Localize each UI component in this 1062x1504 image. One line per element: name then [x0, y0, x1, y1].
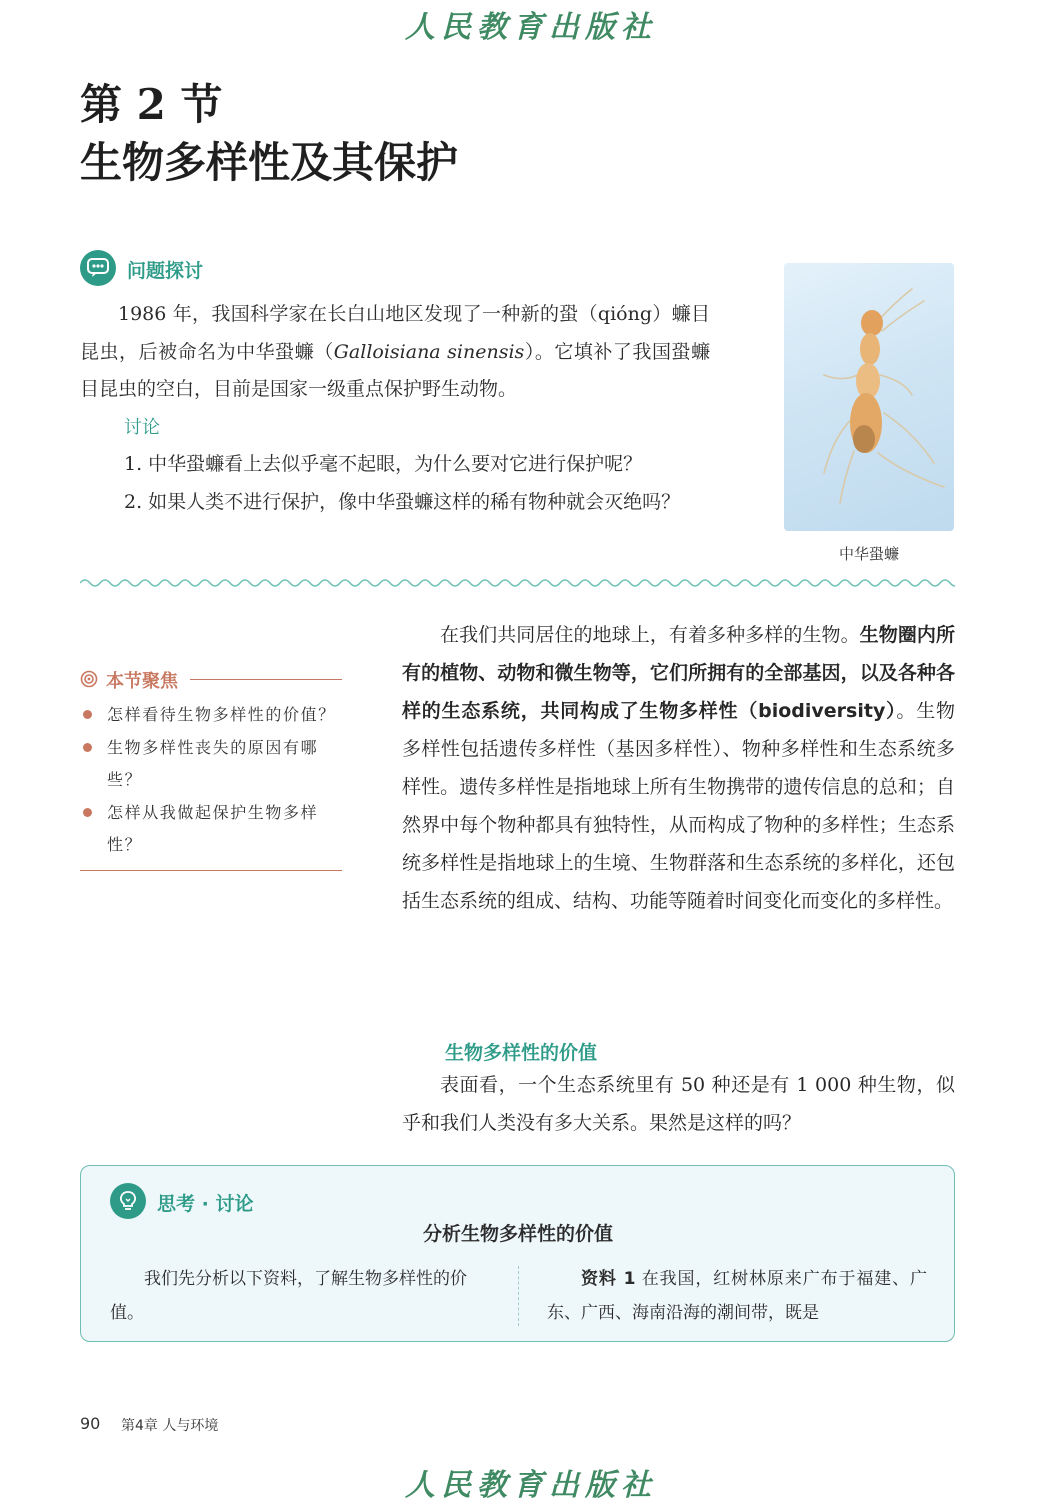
discussion-label: 讨论 — [124, 416, 160, 438]
section-title: 生物多样性及其保护 — [80, 138, 459, 187]
lightbulb-icon — [110, 1183, 146, 1219]
target-icon — [80, 670, 98, 688]
discussion-item-1: 1. 中华蛩蠊看上去似乎毫不起眼，为什么要对它进行保护呢？ — [124, 453, 643, 475]
publisher-watermark-bottom: 人民教育出版社 — [405, 1468, 657, 1503]
dashed-divider — [518, 1266, 519, 1326]
chapter-label: 第4章 人与环境 — [121, 1418, 219, 1434]
photo-caption: 中华蛩蠊 — [838, 545, 899, 563]
think-label: 思考 · 讨论 — [157, 1193, 254, 1215]
focus-label: 本节聚焦 — [106, 671, 178, 692]
page-number: 90 — [80, 1414, 101, 1433]
question-text — [80, 296, 710, 521]
publisher-watermark-top: 人民教育出版社 — [405, 10, 657, 45]
focus-item: 怎样看待生物多样性的价值？ — [80, 699, 342, 732]
focus-item: 怎样从我做起保护生物多样性？ — [80, 797, 342, 862]
question-label: 问题探讨 — [127, 260, 204, 282]
bullet-dot-icon — [83, 743, 92, 752]
material-label: 资料 1 — [581, 1269, 636, 1289]
body-paragraph: 在我们共同居住的地球上，有着多种多样的生物。生物圈内所有的植物、动物和微生物等，它们所拥有的全部基因，以及各种各样的生态系统，共同构成了生物多样性（biodiversity）。生物多样性包括遗传多样性（基因多样性）、物种多样性和生态系统多样性。遗传多样性是指地球上所有生物携带的遗传信息的总和；自然界中每个物种都具有独特性，从而构成了物种的多样性；生态系统多样性是指地球上的生境、生物群落和生态系统的多样化，还包括生态系统的组成、结构、功能等随着时间变化而变化的多样性。 — [402, 624, 955, 912]
insect-photo — [784, 263, 954, 531]
value-heading: 生物多样性的价值 — [445, 1042, 598, 1064]
focus-top-rule — [190, 679, 342, 680]
material-1: 资料 1 在我国，红树林原来广布于福建、广东、广西、海南沿海的潮间带，既是 — [547, 1269, 928, 1323]
focus-item: 生物多样性丧失的原因有哪些？ — [80, 732, 342, 797]
section-number: 第 2 节 — [80, 80, 223, 129]
focus-list — [80, 699, 342, 862]
bullet-dot-icon — [83, 808, 92, 817]
think-intro: 我们先分析以下资料，了解生物多样性的价值。 — [110, 1269, 467, 1323]
discussion-item-2: 2. 如果人类不进行保护，像中华蛩蠊这样的稀有物种就会灭绝吗？ — [124, 490, 681, 513]
bullet-dot-icon — [83, 710, 92, 719]
chat-bubble-icon — [80, 250, 116, 286]
think-title: 分析生物多样性的价值 — [422, 1223, 613, 1245]
question-paragraph: 1986 年，我国科学家在长白山地区发现了一种新的蛩（qióng）蠊目昆虫，后被命名为中华蛩蠊（Galloisiana sinensis）。它填补了我国蛩蠊目昆虫的空白，目前是国家一级重点保护野生动物。 — [80, 303, 710, 400]
focus-bottom-rule — [80, 870, 342, 871]
value-paragraph: 表面看，一个生态系统里有 50 种还是有 1 000 种生物，似乎和我们人类没有多大关系。果然是这样的吗？ — [402, 1074, 955, 1134]
wavy-divider — [80, 576, 955, 590]
definition-bold: 生物圈内所有的植物、动物和微生物等，它们所拥有的全部基因，以及各种各样的生态系统，共同构成了生物多样性（biodiversity） — [402, 624, 955, 722]
species-latin-name: Galloisiana sinensis — [333, 340, 525, 363]
